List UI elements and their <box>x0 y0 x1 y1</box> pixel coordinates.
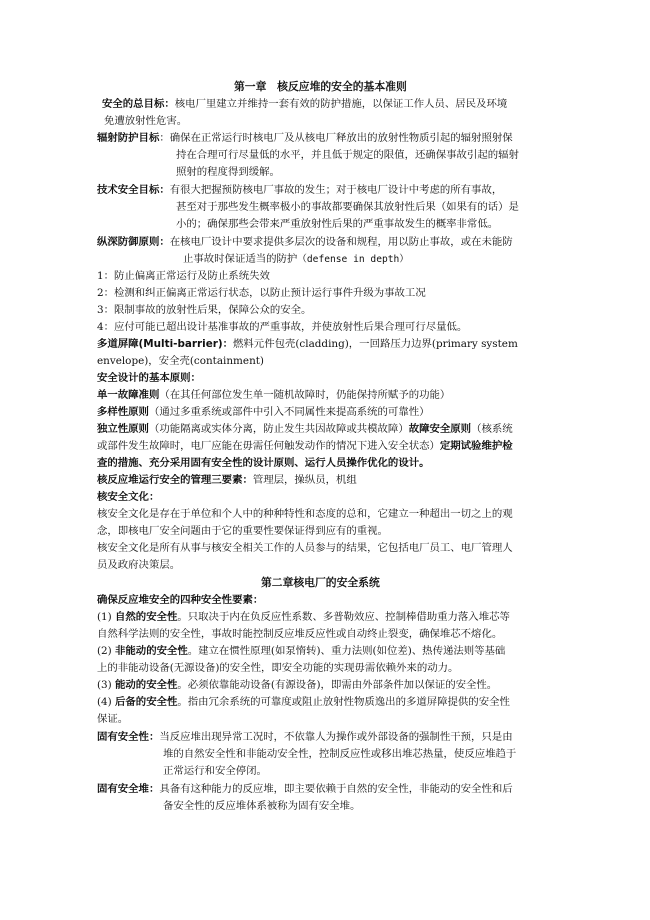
fail-safe-text-2: 或部件发生故障时，电厂应能在毋需任何触发动作的情况下进入安全状态） <box>97 440 440 452</box>
independence-line-1 <box>97 421 513 438</box>
single-failure-line <box>97 387 450 404</box>
defense-depth-line-2 <box>183 251 409 268</box>
management-line <box>97 472 357 489</box>
inherent-reactor-line-1 <box>97 781 513 798</box>
independence-line-2 <box>97 438 513 455</box>
inherent-reactor-text-1: 具备有这种能力的反应堆，即主要依赖于自然的安全性，非能动的安全性和后 <box>159 783 513 795</box>
level-item-2: 2：检测和纠正偏离正常运行状态，以防止预计运行事件升级为事故工况 <box>97 287 426 299</box>
element-4-text-1: 。指由冗余系统的可靠度或阻止放射性物质逸出的多道屏障提供的安全性 <box>177 696 510 708</box>
level-item-3: 3：限制事故的放射性后果，保障公众的安全。 <box>97 304 312 316</box>
element-4-label: 后备的安全性 <box>115 696 178 708</box>
radiation-goal-text-1: ：确保在正常运行时核电厂及从核电厂释放出的放射性物质引起的辐射照射保 <box>159 132 513 144</box>
inherent-safety-label: 固有安全性： <box>97 731 160 743</box>
general-goal-label: 安全的总目标： <box>102 98 175 110</box>
single-failure-text: （在其任何部位发生单一随机故障时，仍能保持所赋予的功能） <box>159 389 451 401</box>
tech-goal-text-2: 甚至对于那些发生概率极小的事故都要确保其放射性后果（如果有的话）是 <box>176 201 519 213</box>
multi-barrier-line-1 <box>97 336 518 353</box>
inherent-reactor-text-2: 备安全性的反应堆体系被称为固有安全堆。 <box>163 800 361 812</box>
multi-barrier-label: 多道屏障(Multi-barrier)： <box>97 338 234 350</box>
element-2-number: (2) <box>97 645 112 657</box>
management-label: 核反应堆运行安全的管理三要素： <box>97 474 253 486</box>
chapter-2-title: 第二章核电厂的安全系统 <box>261 576 380 589</box>
culture-p2-line-2: 员及政府决策层。 <box>97 559 181 571</box>
four-elements-heading: 确保反应堆安全的四种安全性要素： <box>97 594 264 606</box>
culture-p1-line-2: 念，即核电厂安全问题由于它的重要性要保证得到应有的重视。 <box>97 525 388 537</box>
culture-p2-line-1: 核安全文化是所有从事与核安全相关工作的人员参与的结果，它包括电厂员工、电厂管理人 <box>97 542 513 554</box>
inherent-safety-text-2: 堆的自然安全性和非能动安全性，控制反应性或移出堆芯热量，使反应堆趋于 <box>163 748 517 760</box>
inherent-safety-text-3: 正常运行和安全停闭。 <box>163 765 267 777</box>
defense-depth-line-1 <box>97 234 513 251</box>
element-4-number: (4) <box>97 696 112 708</box>
management-text: 管理层，操纵员，机组 <box>252 474 357 486</box>
defense-depth-text-2: 止事故时保证适当的防护 <box>183 253 298 265</box>
defense-depth-label: 纵深防御原则： <box>97 236 170 248</box>
culture-p1-line-1: 核安全文化是存在于单位和个人中的种种特性和态度的总和，它建立一种超出一切之上的观 <box>97 508 513 520</box>
inherent-reactor-label: 固有安全堆： <box>97 783 160 795</box>
level-item-1: 1：防止偏离正常运行及防止系统失效 <box>97 270 270 282</box>
general-goal-text-2: 免遭放射性危害。 <box>104 115 188 127</box>
element-3-number: (3) <box>97 679 112 691</box>
element-2-text-1: 。建立在惯性原理(如泵惰转)、重力法则(如位差)、热传递法则等基础 <box>187 645 506 657</box>
design-principles-bold-line: 查的措施、充分采用固有安全性的设计原则、运行人员操作优化的设计。 <box>97 457 430 469</box>
periodic-test-label: 定期试验维护检 <box>439 440 513 452</box>
tech-goal-line-1 <box>97 182 502 199</box>
independence-text-1: （功能隔离或实体分离，防止发生共因故障或共模故障） <box>148 423 409 435</box>
element-4-text-2: 保证。 <box>97 713 129 725</box>
element-3-line-1 <box>97 677 497 694</box>
chapter-1-title: 第一章 核反应堆的安全的基本准则 <box>234 80 407 93</box>
diversity-label: 多样性原则 <box>97 406 149 418</box>
element-2-text-2: 上的非能动设备(无源设备)的安全性，即安全功能的实现毋需依赖外来的动力。 <box>97 662 459 674</box>
independence-label: 独立性原则 <box>97 423 149 435</box>
radiation-goal-text-3: 照射的程度得到缓解。 <box>176 166 280 178</box>
element-3-label: 能动的安全性 <box>115 679 178 691</box>
element-2-label: 非能动的安全性 <box>115 645 188 657</box>
inherent-safety-text-1: 当反应堆出现异常工况时，不依靠人为操作或外部设备的强制性干预，只是由 <box>159 731 513 743</box>
element-4-line-1 <box>97 694 510 711</box>
element-1-label: 自然的安全性 <box>115 611 178 623</box>
tech-goal-text-1: 有很大把握预防核电厂事故的发生；对于核电厂设计中考虑的所有事故， <box>169 184 503 196</box>
general-goal-text-1: 核电厂里建立并维持一套有效的防护措施，以保证工作人员、居民及环境 <box>174 98 508 110</box>
element-1-text-2: 自然科学法则的安全性，事故时能控制反应堆反应性或自动终止裂变，确保堆芯不熔化。 <box>97 628 503 640</box>
defense-depth-english: （defense in depth） <box>297 254 409 265</box>
fail-safe-label: 故障安全原则 <box>408 423 472 435</box>
design-principles-heading: 安全设计的基本原则： <box>97 372 201 384</box>
multi-barrier-text-1: 燃料元件包壳(cladding)，一回路压力边界(primary system <box>233 338 518 350</box>
inherent-safety-line-1 <box>97 729 513 746</box>
tech-goal-text-3: 小的；确保那些会带来严重放射性后果的严重事故发生的概率非常低。 <box>176 218 499 230</box>
radiation-goal-label: 辐射防护目标 <box>97 132 160 144</box>
multi-barrier-text-2: envelope)，安全壳(containment) <box>97 355 264 367</box>
general-goal-line-1 <box>102 96 507 113</box>
tech-goal-label: 技术安全目标： <box>97 184 170 196</box>
fail-safe-text-1: （核系统 <box>471 423 513 435</box>
level-item-4: 4：应付可能已超出设计基准事故的严重事故，并使放射性后果合理可行尽量低。 <box>97 321 468 333</box>
element-3-text-1: 。必须依靠能动设备(有源设备)，即需由外部条件加以保证的安全性。 <box>177 679 498 691</box>
element-1-text-1: 。只取决于内在负反应性系数、多普勒效应、控制棒借助重力落入堆芯等 <box>177 611 510 623</box>
diversity-text: （通过多重系统或部件中引入不同属性来提高系统的可靠性） <box>148 406 430 418</box>
radiation-goal-text-2: 持在合理可行尽量低的水平，并且低于规定的限值，还确保事故引起的辐射 <box>176 149 519 161</box>
element-2-line-1 <box>97 643 505 660</box>
single-failure-label: 单一故障准则 <box>97 389 160 401</box>
culture-heading: 核安全文化： <box>97 491 160 503</box>
diversity-line <box>97 404 430 421</box>
element-1-number: (1) <box>97 611 112 623</box>
radiation-goal-line-1 <box>97 130 513 147</box>
defense-depth-text-1: 在核电厂设计中要求提供多层次的设备和规程，用以防止事故，或在未能防 <box>169 236 513 248</box>
element-1-line-1 <box>97 609 510 626</box>
